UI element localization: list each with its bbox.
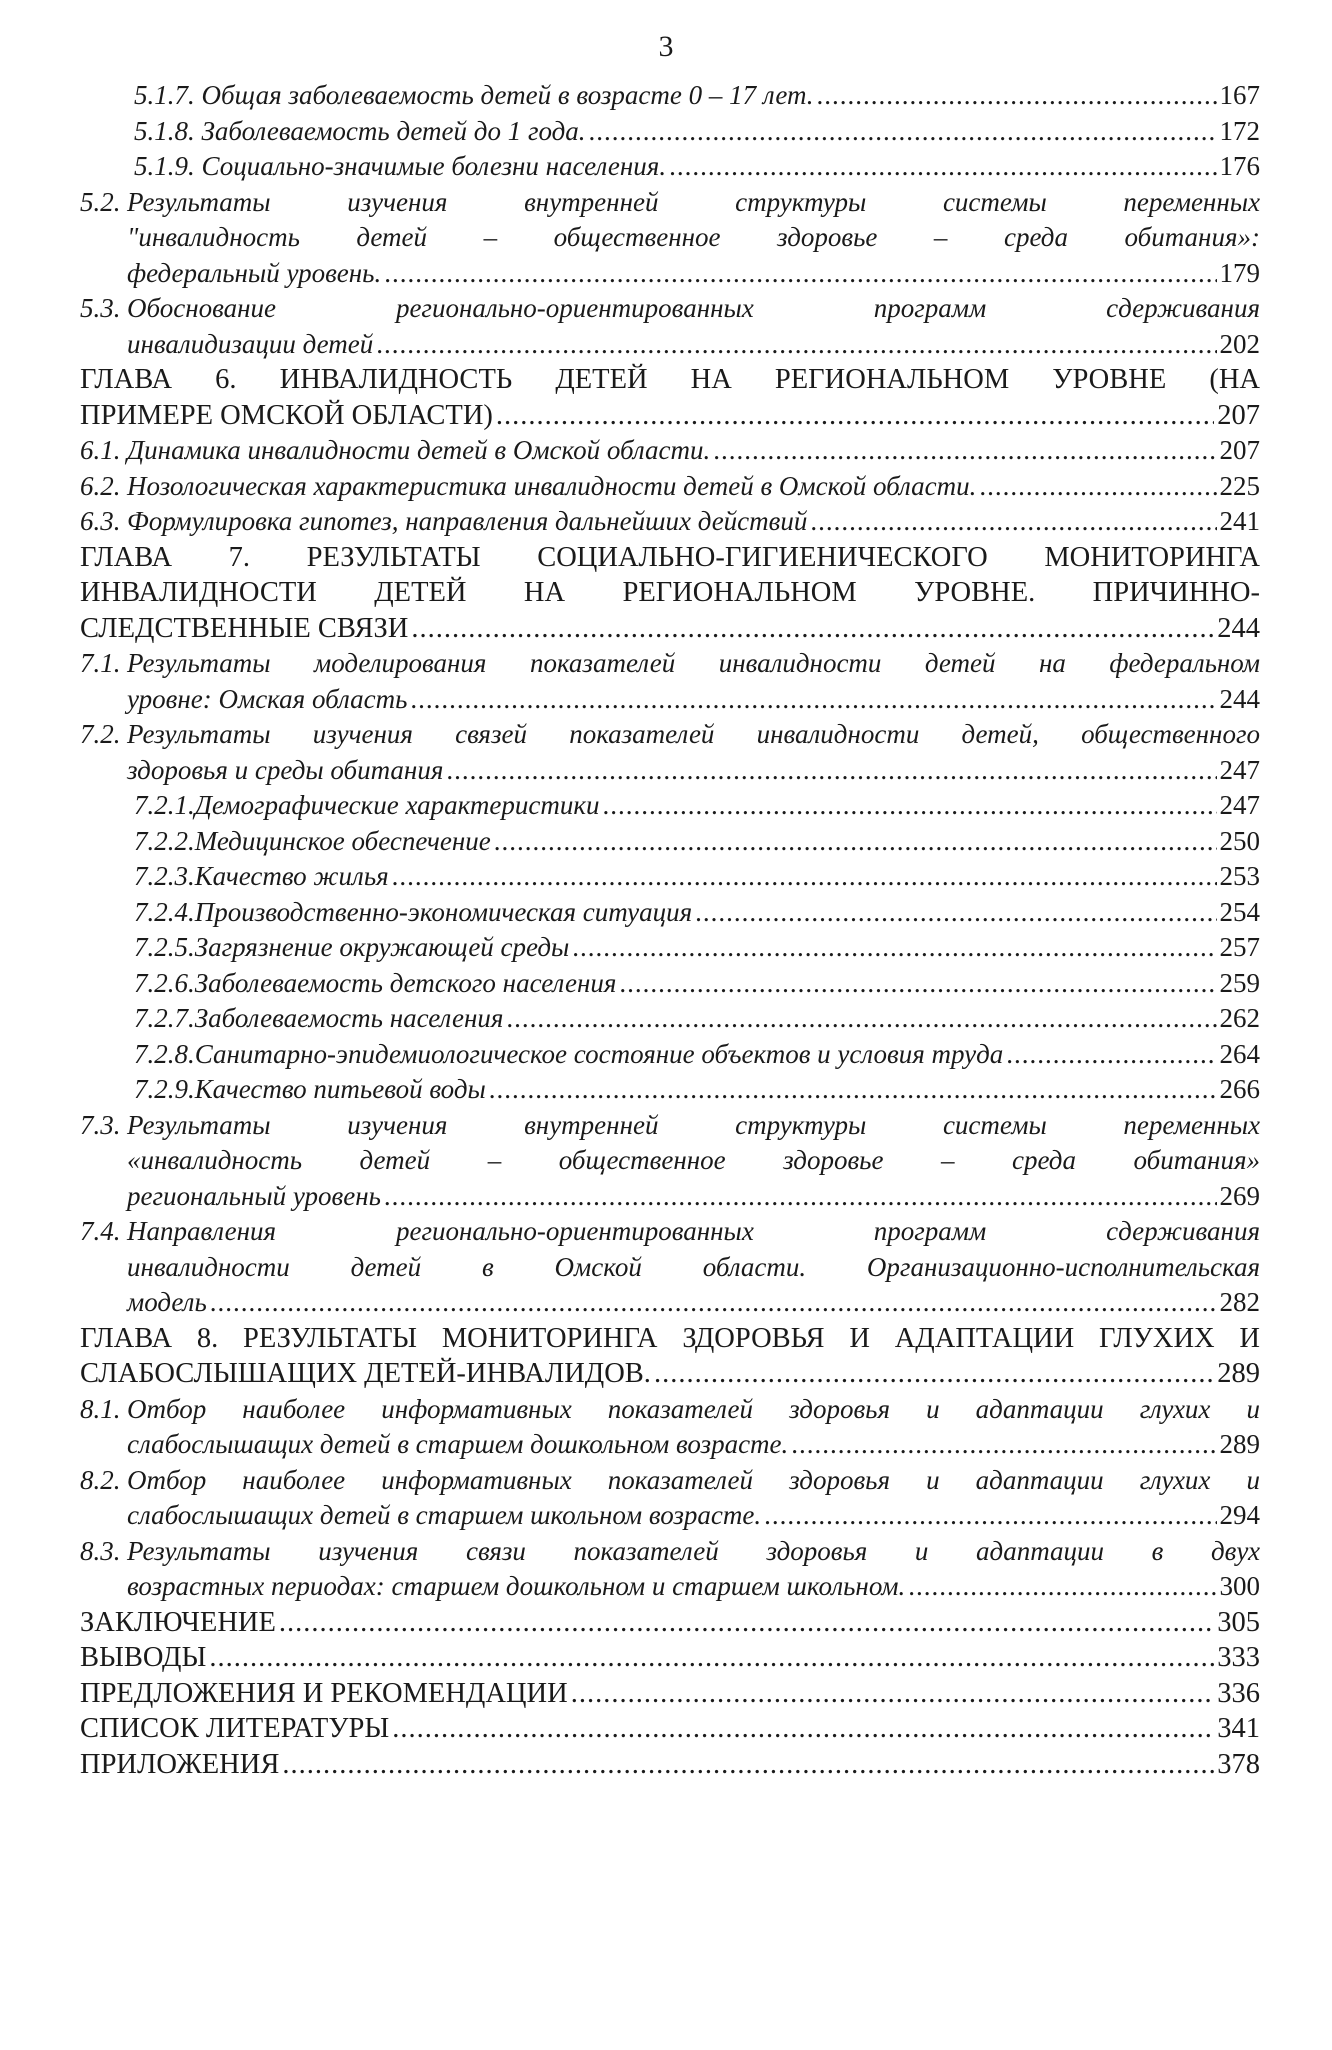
- toc-entry-title: 7.2.2.Медицинское обеспечение: [134, 825, 491, 856]
- toc-entry-line: Отбор наиболее информативных показателей здоровья и адаптации глухих и: [127, 1393, 1260, 1424]
- toc-entry-title: Динамика инвалидности детей в Омской области.: [127, 435, 711, 465]
- toc-entry-line: Обоснование регионально-ориентированных программ сдерживания: [127, 293, 1260, 323]
- toc-entry-title: 5.1.9. Социально-значимые болезни населения.: [134, 151, 667, 181]
- toc-entry-title: уровне: Омская область: [127, 683, 408, 714]
- toc-entry: [80, 930, 1260, 966]
- toc-entry-title: 7.2.8.Санитарно-эпидемиологическое состояние объектов и условия труда: [134, 1038, 1004, 1069]
- toc-entry: [80, 1463, 1260, 1534]
- toc-page-number: 176: [1219, 151, 1260, 181]
- toc-entry-number: 8.2.: [80, 1464, 121, 1495]
- toc-entry-number: 7.1.: [80, 648, 121, 678]
- toc-entry-title: слабослышащих детей в старшем школьном возрасте.: [127, 1500, 762, 1530]
- toc-leader-dots: [817, 78, 1217, 114]
- toc-page-number: 207: [1219, 435, 1260, 465]
- toc-entry: [80, 185, 1260, 292]
- toc-page-number: 262: [1219, 1003, 1260, 1033]
- toc-entry-number: 7.3.: [80, 1109, 121, 1140]
- toc-entry-title: 5.1.8. Заболеваемость детей до 1 года.: [134, 115, 586, 146]
- toc-leader-dots: [654, 1356, 1214, 1392]
- toc-entry-number: 5.2.: [80, 186, 121, 217]
- toc-page-number: 207: [1217, 399, 1260, 431]
- toc-entry-line: Отбор наиболее информативных показателей здоровья и адаптации глухих и: [127, 1464, 1260, 1495]
- toc-page-number: 289: [1219, 1429, 1260, 1459]
- toc-page-number: 244: [1217, 612, 1260, 644]
- toc-entry-title: ПРИЛОЖЕНИЯ: [80, 1748, 280, 1780]
- toc-page-number: 341: [1217, 1713, 1260, 1744]
- toc-entry: [80, 114, 1260, 150]
- toc-entry: [80, 78, 1260, 114]
- toc-entry: [80, 1747, 1260, 1783]
- toc-leader-dots: [695, 895, 1216, 931]
- toc-leader-dots: [411, 611, 1214, 647]
- toc-page-number: 250: [1219, 825, 1260, 856]
- toc-entry-number: 8.3.: [80, 1535, 121, 1566]
- toc-page-number: 241: [1219, 506, 1260, 536]
- toc-entry-title: 5.1.7. Общая заболеваемость детей в возрасте 0 – 17 лет.: [134, 80, 814, 110]
- toc-page-number: 336: [1217, 1677, 1260, 1709]
- toc-page-number: 247: [1219, 790, 1260, 820]
- toc-entry-number: 7.2.: [80, 719, 121, 749]
- table-of-contents: [80, 78, 1260, 1782]
- toc-page-number: 172: [1219, 115, 1260, 146]
- toc-entry: [80, 504, 1260, 540]
- toc-entry: [80, 1711, 1260, 1747]
- toc-page-number: 257: [1219, 932, 1260, 962]
- toc-entry: [80, 646, 1260, 717]
- toc-entry-line: Результаты изучения связи показателей здоровья и адаптации в двух: [127, 1535, 1260, 1566]
- toc-leader-dots: [669, 149, 1216, 185]
- toc-entry: [80, 1072, 1260, 1108]
- toc-entry-title: 7.2.4.Производственно-экономическая ситуация: [134, 896, 693, 927]
- toc-page-number: 269: [1219, 1180, 1260, 1211]
- toc-leader-dots: [506, 1001, 1216, 1037]
- toc-entry-line: ГЛАВА 7. РЕЗУЛЬТАТЫ СОЦИАЛЬНО-ГИГИЕНИЧЕСКОГО МОНИТОРИНГА: [80, 541, 1260, 573]
- toc-page-number: 225: [1219, 470, 1260, 501]
- toc-page-number: 259: [1219, 967, 1260, 998]
- toc-page-number: 202: [1219, 328, 1260, 359]
- toc-entry-number: 6.3.: [80, 506, 121, 536]
- toc-entry: [80, 1214, 1260, 1321]
- toc-leader-dots: [619, 966, 1216, 1002]
- toc-leader-dots: [908, 1569, 1216, 1605]
- toc-entry-number: 6.1.: [80, 435, 121, 465]
- toc-entry-title: 7.2.6.Заболеваемость детского населения: [134, 967, 617, 998]
- toc-entry-title: 7.2.1.Демографические характеристики: [134, 790, 600, 820]
- toc-entry: [80, 291, 1260, 362]
- toc-page-number: 294: [1219, 1500, 1260, 1530]
- toc-entry-title: СЛАБОСЛЫШАЩИХ ДЕТЕЙ-ИНВАЛИДОВ.: [80, 1358, 651, 1389]
- toc-leader-dots: [210, 1285, 1217, 1321]
- toc-entry-title: инвалидизации детей: [127, 328, 374, 359]
- toc-leader-dots: [810, 504, 1216, 540]
- toc-entry-title: ПРИМЕРЕ ОМСКОЙ ОБЛАСТИ): [80, 399, 493, 431]
- toc-entry-title: региональный уровень: [127, 1180, 381, 1211]
- toc-leader-dots: [384, 1179, 1217, 1215]
- toc-page-number: 378: [1217, 1748, 1260, 1780]
- toc-entry-number: 8.1.: [80, 1393, 121, 1424]
- toc-leader-dots: [496, 398, 1214, 434]
- toc-entry: [80, 1321, 1260, 1392]
- toc-entry: [80, 149, 1260, 185]
- toc-page-number: 300: [1219, 1571, 1260, 1601]
- toc-page-number: 244: [1219, 683, 1260, 714]
- toc-entry: [80, 824, 1260, 860]
- toc-leader-dots: [572, 930, 1216, 966]
- toc-page-number: 253: [1219, 861, 1260, 891]
- toc-entry-line: Результаты изучения связей показателей инвалидности детей, общественного: [127, 719, 1260, 749]
- toc-entry-title: слабослышащих детей в старшем дошкольном возрасте.: [127, 1429, 789, 1459]
- toc-entry-title: СЛЕДСТВЕННЫЕ СВЯЗИ: [80, 612, 409, 644]
- toc-leader-dots: [791, 1427, 1216, 1463]
- toc-leader-dots: [410, 682, 1216, 718]
- toc-entry-title: ВЫВОДЫ: [80, 1642, 207, 1673]
- toc-leader-dots: [446, 753, 1216, 789]
- toc-leader-dots: [494, 824, 1217, 860]
- toc-entry: [80, 1392, 1260, 1463]
- page-number: 3: [658, 30, 674, 63]
- toc-entry: [80, 362, 1260, 433]
- toc-page-number: 266: [1219, 1074, 1260, 1104]
- toc-leader-dots: [282, 1747, 1214, 1783]
- toc-entry-title: модель: [127, 1287, 207, 1317]
- toc-entry: [80, 540, 1260, 647]
- toc-entry-title: 7.2.9.Качество питьевой воды: [134, 1074, 486, 1104]
- toc-entry-number: 6.2.: [80, 470, 121, 501]
- toc-entry: [80, 1676, 1260, 1712]
- toc-leader-dots: [384, 256, 1216, 292]
- toc-leader-dots: [489, 1072, 1217, 1108]
- toc-leader-dots: [209, 1640, 1214, 1676]
- toc-entry-line: инвалидности детей в Омской области. Организационно-исполнительская: [127, 1251, 1260, 1282]
- toc-entry-title: ПРЕДЛОЖЕНИЯ И РЕКОМЕНДАЦИИ: [80, 1677, 568, 1709]
- toc-entry-line: "инвалидность детей – общественное здоровье – среда обитания»:: [127, 222, 1260, 252]
- toc-entry-title: Формулировка гипотез, направления дальнейших действий: [127, 506, 808, 536]
- toc-entry-title: 7.2.3.Качество жилья: [134, 861, 389, 891]
- toc-entry: [80, 1534, 1260, 1605]
- toc-entry: [80, 859, 1260, 895]
- toc-page-number: 305: [1217, 1606, 1260, 1638]
- toc-page-number: 333: [1217, 1642, 1260, 1673]
- toc-entry: [80, 717, 1260, 788]
- toc-entry: [80, 433, 1260, 469]
- toc-entry: [80, 966, 1260, 1002]
- toc-entry-title: СПИСОК ЛИТЕРАТУРЫ: [80, 1713, 390, 1744]
- toc-entry-line: Результаты изучения внутренней структуры системы переменных: [127, 1109, 1260, 1140]
- toc-leader-dots: [376, 327, 1216, 363]
- toc-entry-line: Направления регионально-ориентированных программ сдерживания: [127, 1216, 1260, 1246]
- toc-leader-dots: [713, 433, 1216, 469]
- toc-entry: [80, 1001, 1260, 1037]
- toc-page-number: 179: [1219, 257, 1260, 288]
- toc-leader-dots: [589, 114, 1217, 150]
- toc-page-number: 167: [1219, 80, 1260, 110]
- toc-entry: [80, 1108, 1260, 1215]
- toc-entry: [80, 788, 1260, 824]
- toc-entry-line: ГЛАВА 8. РЕЗУЛЬТАТЫ МОНИТОРИНГА ЗДОРОВЬЯ И АДАПТАЦИИ ГЛУХИХ И: [80, 1322, 1260, 1354]
- toc-entry: [80, 1605, 1260, 1641]
- toc-entry-line: Результаты моделирования показателей инвалидности детей на федеральном: [127, 648, 1260, 678]
- toc-leader-dots: [571, 1676, 1215, 1712]
- toc-page-number: 247: [1219, 754, 1260, 785]
- toc-entry-line: Результаты изучения внутренней структуры системы переменных: [127, 186, 1260, 217]
- toc-entry-line: ИНВАЛИДНОСТИ ДЕТЕЙ НА РЕГИОНАЛЬНОМ УРОВНЕ. ПРИЧИННО-: [80, 577, 1260, 608]
- toc-entry: [80, 1640, 1260, 1676]
- toc-entry-title: федеральный уровень.: [127, 257, 382, 288]
- toc-entry-number: 5.3.: [80, 293, 121, 323]
- toc-entry-number: 7.4.: [80, 1216, 121, 1246]
- toc-leader-dots: [279, 1605, 1214, 1641]
- toc-page-number: 282: [1219, 1287, 1260, 1317]
- toc-entry-line: ГЛАВА 6. ИНВАЛИДНОСТЬ ДЕТЕЙ НА РЕГИОНАЛЬНОМ УРОВНЕ (НА: [80, 364, 1260, 395]
- toc-page-number: 254: [1219, 896, 1260, 927]
- toc-page-number: 264: [1219, 1038, 1260, 1069]
- toc-leader-dots: [1006, 1037, 1216, 1073]
- toc-entry-title: здоровья и среды обитания: [127, 754, 444, 785]
- toc-entry: [80, 469, 1260, 505]
- toc-entry-title: ЗАКЛЮЧЕНИЕ: [80, 1606, 276, 1638]
- toc-entry-title: 7.2.5.Загрязнение окружающей среды: [134, 932, 570, 962]
- toc-entry-title: Нозологическая характеристика инвалидности детей в Омской области.: [127, 470, 977, 501]
- toc-entry: [80, 895, 1260, 931]
- toc-leader-dots: [979, 469, 1216, 505]
- toc-leader-dots: [603, 788, 1217, 824]
- toc-entry-title: возрастных периодах: старшем дошкольном и старшем школьном.: [127, 1571, 906, 1601]
- toc-entry-line: «инвалидность детей – общественное здоровье – среда обитания»: [127, 1145, 1260, 1175]
- toc-leader-dots: [764, 1498, 1216, 1534]
- toc-page-number: 289: [1217, 1358, 1260, 1389]
- toc-entry: [80, 1037, 1260, 1073]
- toc-leader-dots: [392, 859, 1217, 895]
- toc-leader-dots: [392, 1711, 1214, 1747]
- toc-entry-title: 7.2.7.Заболеваемость населения: [134, 1003, 504, 1033]
